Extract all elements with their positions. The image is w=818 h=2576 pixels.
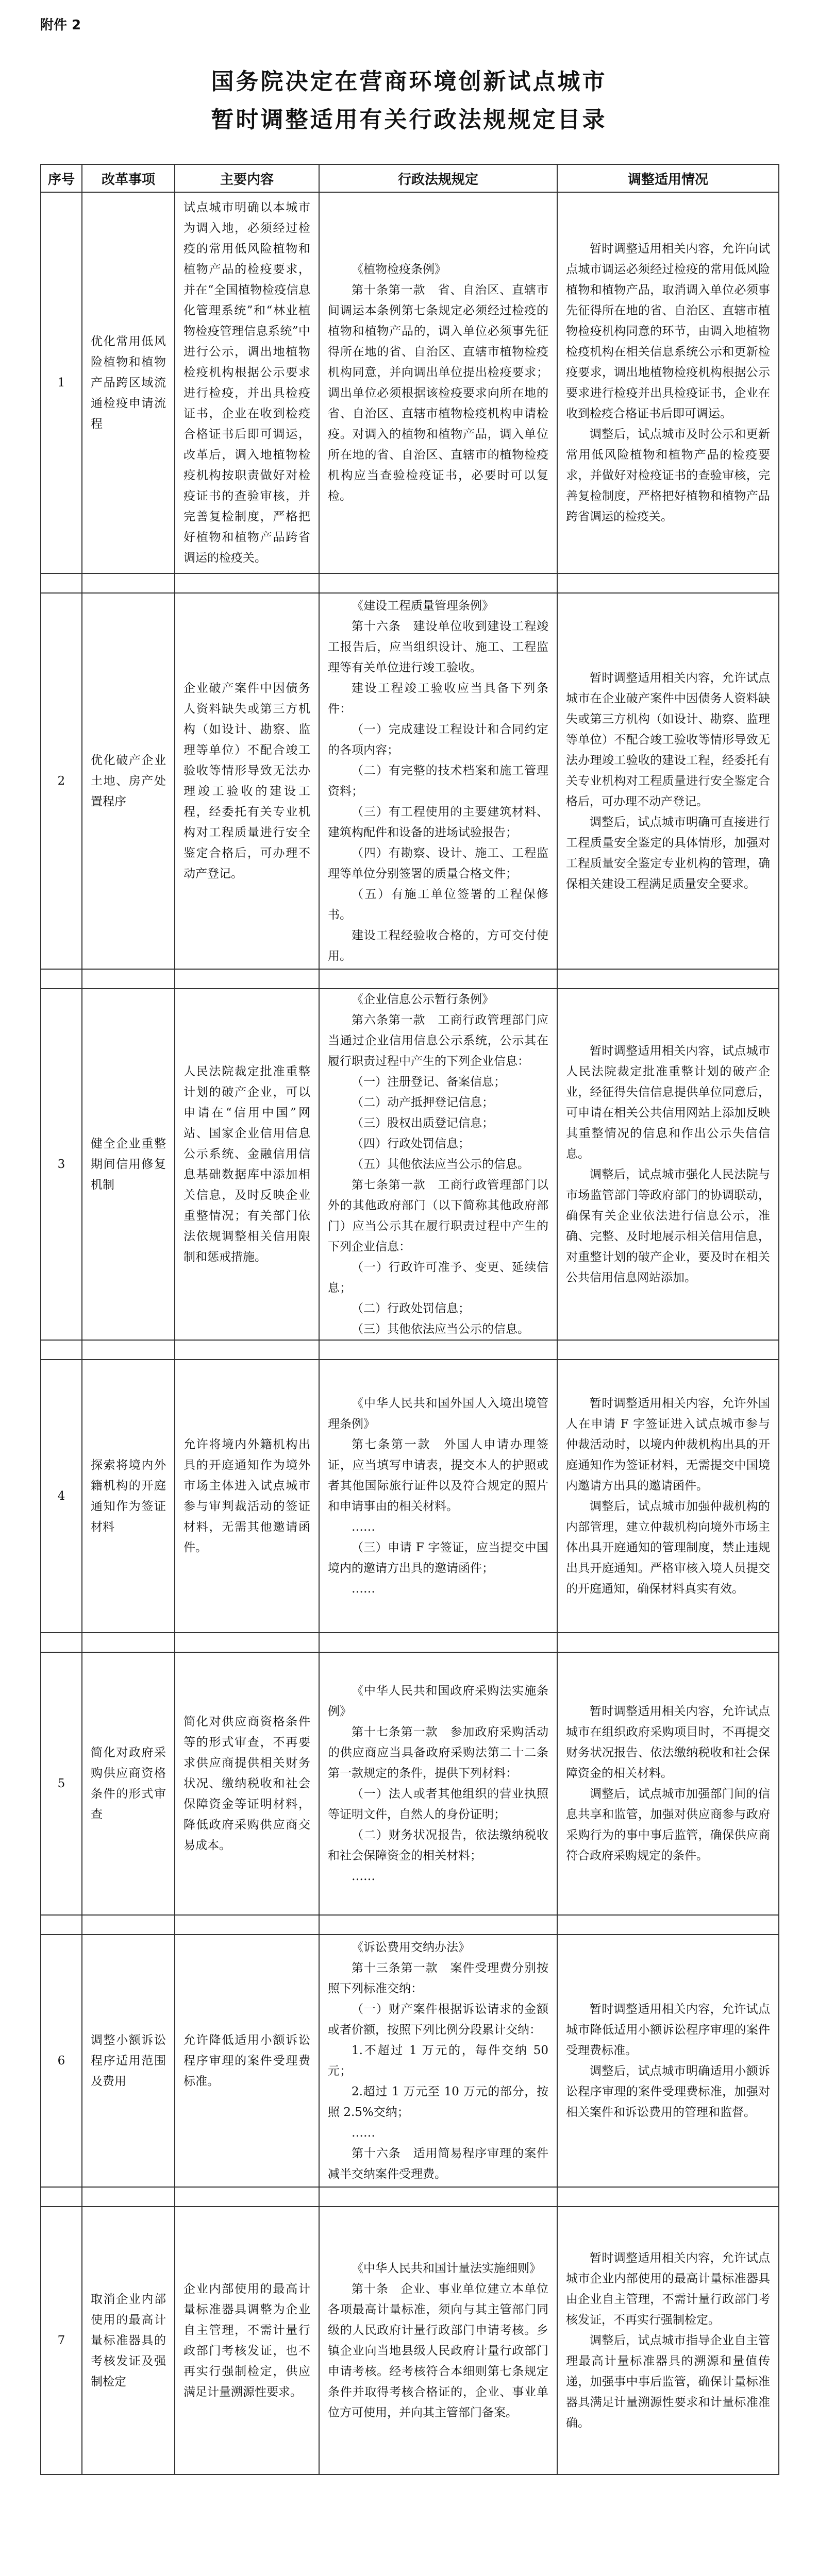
separator-cell [41,2187,82,2207]
regulation-paragraph: 第十六条 建设单位收到建设工程竣工报告后，应当组织设计、施工、工程监理等有关单位进行竣工验收。 [328,620,548,674]
regulation-paragraph: （三）股权出质登记信息； [352,1116,494,1130]
regulation-provisions [319,593,557,969]
adjustment-status [557,989,779,1340]
regulation-paragraph: （二）有完整的技术档案和施工管理资料； [328,764,548,798]
reform-item-text: 取消企业内部使用的最高计量标准器具的考核发证及强制检定 [91,2293,166,2388]
adjustment-status [557,1935,779,2187]
separator-cell [319,969,557,989]
separator-cell [175,2187,319,2207]
main-content [175,593,319,969]
regulation-paragraph: 2.超过 1 万元至 10 万元的部分，按照 2.5%交纳； [328,2085,548,2119]
regulation-paragraph: （三）有工程使用的主要建筑材料、建筑构配件和设备的进场试验报告； [328,805,548,839]
separator-cell [82,573,175,593]
separator-cell [82,2187,175,2207]
separator-cell [557,573,779,593]
adjustment-paragraph: 调整后，试点城市强化人民法院与市场监管部门等政府部门的协调联动，确保有关企业依法进行信息公示，准确、完整、及时地展示相关信用信息，对重整计划的破产企业，要及时在相关公共信用信息网站添加。 [566,1168,770,1284]
adjustment-paragraph: 调整后，试点城市明确适用小额诉讼程序审理的案件受理费标准，加强对相关案件和诉讼费用的管理和监督。 [566,2064,770,2119]
regulation-paragraph: （一）注册登记、备案信息； [352,1075,506,1089]
table-body [41,192,779,2475]
separator-cell [175,1915,319,1935]
main-content-text: 允许降低适用小额诉讼程序审理的案件受理费标准。 [183,2033,310,2088]
regulation-paragraph: 第十条 企业、事业单位建立本单位各项最高计量标准，须向与其主管部门同级的人民政府计量行政部门申请考核。乡镇企业向当地县级人民政府计量行政部门申请考核。经考核符合本细则第七条规定条件并取得考核合格证的，企业、事业单位方可使用，并向其主管部门备案。 [328,2282,548,2419]
main-content-text: 企业内部使用的最高计量标准器具调整为企业自主管理，不需计量行政部门考核发证，也不再实行强制检定，供应满足计量溯源性要求。 [183,2282,310,2399]
table-row [41,192,779,573]
adjustment-paragraph: 暂时调整适用相关内容，允许试点城市在组织政府采购项目时，不再提交财务状况报告、依法缴纳税收和社会保障资金的相关材料。 [566,1705,770,1780]
adjustment-paragraph: 暂时调整适用相关内容，允许试点城市在企业破产案件中因债务人资料缺失或第三方机构（如设计、勘察、监理等单位）不配合竣工验收等情形导致无法办理竣工验收的建设工程，经委托有关专业机构对工程质量进行安全鉴定合格后，可办理不动产登记。 [566,671,770,808]
table-row [41,1360,779,1633]
main-content-text: 简化对供应商资格条件等的形式审查，不再要求供应商提供相关财务状况、缴纳税收和社会保障资金等证明材料，降低政府采购供应商交易成本。 [183,1715,310,1852]
regulation-paragraph: 建设工程竣工验收应当具备下列条件： [328,682,548,716]
separator-cell [557,1340,779,1360]
regulation-paragraph: 第七条第一款 外国人申请办理签证，应当填写申请表，提交本人的护照或者其他国际旅行证件以及符合规定的照片和申请事由的相关材料。 [328,1438,548,1513]
regulation-paragraph: …… [352,1870,375,1883]
adjustment-status [557,2207,779,2475]
reform-item [82,2207,175,2475]
row-separator [41,969,779,989]
separator-cell [41,1340,82,1360]
row-separator [41,1340,779,1360]
reform-item [82,593,175,969]
row-number: 7 [41,2207,82,2475]
regulation-provisions [319,989,557,1340]
separator-cell [557,2187,779,2207]
title-line-2: 暂时调整适用有关行政法规规定目录 [211,107,607,133]
main-content [175,1652,319,1915]
header-content: 主要内容 [175,164,319,192]
table-row [41,593,779,969]
adjustment-paragraph: 调整后，试点城市指导企业自主管理最高计量标准器具的溯源和量值传递，加强事中事后监管，确保计量标准器具满足计量溯源性要求和计量标准准确。 [566,2334,770,2430]
reform-item [82,989,175,1340]
adjustment-paragraph: 调整后，试点城市及时公示和更新常用低风险植物和植物产品的检疫要求，并做好对检疫证书的查验审核，完善复检制度，严格把好植物和植物产品跨省调运的检疫关。 [566,428,770,523]
regulation-provisions [319,1935,557,2187]
regulation-paragraph: （一）法人或者其他组织的营业执照等证明文件，自然人的身份证明； [328,1787,548,1821]
regulation-paragraph: （二）行政处罚信息； [352,1302,470,1315]
separator-cell [175,969,319,989]
separator-cell [319,2187,557,2207]
regulation-paragraph: 第十条第一款 省、自治区、直辖市间调运本条例第七条规定必须经过检疫的植物和植物产品的，调入单位必须事先征得所在地的省、自治区、直辖市植物检疫机构同意，并向调出单位提出检疫要求；调出单位必须根据该检疫要求向所在地的省、自治区、直辖市植物检疫机构申请检疫。对调入的植物和植物产品，调入单位所在地的省、自治区、直辖市的植物检疫机构应当查验检疫证书，必要时可以复检。 [328,283,548,503]
attachment-label: 附件 2 [40,18,81,33]
main-content [175,192,319,573]
regulation-paragraph: （一）完成建设工程设计和合同约定的各项内容； [328,723,548,757]
regulation-paragraph: （三）其他依法应当公示的信息。 [352,1323,529,1336]
reform-item [82,1935,175,2187]
regulation-paragraph: 1.不超过 1 万元的，每件交纳 50 元； [328,2044,548,2078]
regulation-paragraph: …… [352,2126,375,2140]
separator-cell [319,1915,557,1935]
title-line-1: 国务院决定在营商环境创新试点城市 [211,69,607,95]
separator-cell [41,573,82,593]
main-content [175,2207,319,2475]
adjustment-status [557,192,779,573]
main-content-text: 企业破产案件中因债务人资料缺失或第三方机构（如设计、勘察、监理等单位）不配合竣工验收等情形导致无法办理竣工验收的建设工程，经委托有关专业机构对工程质量进行安全鉴定合格后，可办理不动产登记。 [183,682,310,880]
regulation-title: 《诉讼费用交纳办法》 [352,1941,470,1954]
row-number: 2 [41,593,82,969]
regulation-paragraph: 第十七条第一款 参加政府采购活动的供应商应当具备政府采购法第二十二条第一款规定的条件，提供下列材料： [328,1725,548,1780]
adjustment-paragraph: 调整后，试点城市明确可直接进行工程质量安全鉴定的具体情形，加强对工程质量安全鉴定专业机构的管理，确保相关建设工程满足质量安全要求。 [566,816,770,891]
regulation-paragraph: （一）行政许可准予、变更、延续信息； [328,1261,548,1295]
table-row [41,1935,779,2187]
separator-cell [175,1633,319,1652]
separator-cell [82,1915,175,1935]
regulation-paragraph: （二）财务状况报告，依法缴纳税收和社会保障资金的相关材料； [328,1828,548,1862]
reform-item-text: 健全企业重整期间信用修复机制 [91,1137,166,1192]
regulation-table [40,164,779,2475]
regulation-provisions [319,192,557,573]
regulation-paragraph: …… [352,1520,375,1534]
regulation-paragraph: …… [352,1582,375,1596]
row-number: 5 [41,1652,82,1915]
main-content [175,1935,319,2187]
separator-cell [82,1633,175,1652]
regulation-title: 《中华人民共和国政府采购法实施条例》 [328,1684,548,1718]
row-number: 4 [41,1360,82,1633]
regulation-provisions [319,1360,557,1633]
regulation-title: 《植物检疫条例》 [352,263,446,276]
adjustment-paragraph: 暂时调整适用相关内容，允许外国人在申请 F 字签证进入试点城市参与仲裁活动时，以境内仲裁机构出具的开庭通知作为签证材料，无需提交中国境内邀请方出具的邀请函件。 [566,1397,770,1493]
row-number: 6 [41,1935,82,2187]
main-content-text: 允许将境内外籍机构出具的开庭通知作为境外市场主体进入试点城市参与审判裁活动的签证材料，无需其他邀请函件。 [183,1438,310,1554]
reform-item [82,1360,175,1633]
main-content [175,989,319,1340]
regulation-title: 《中华人民共和国计量法实施细则》 [352,2262,541,2275]
row-separator [41,1633,779,1652]
adjustment-status [557,593,779,969]
adjustment-paragraph: 暂时调整适用相关内容，允许向试点城市调运必须经过检疫的常用低风险植物和植物产品，取消调入单位必须事先征得所在地的省、自治区、直辖市植物检疫机构同意的环节，由调入地植物检疫机构在相关信息系统公示和更新检疫要求，调出地植物检疫机构根据公示要求进行检疫并出具检疫证书，企业在收到检疫合格证书后即可调运。 [566,242,770,420]
separator-cell [175,573,319,593]
header-regulation: 行政法规规定 [319,164,557,192]
main-content-text: 试点城市明确以本城市为调入地，必须经过检疫的常用低风险植物和植物产品的检疫要求，并在“全国植物检疫信息化管理系统”和“林业植物检疫管理信息系统”中进行公示，调出地植物检疫机构根据公示要求进行检疫，并出具检疫证书，企业在收到检疫合格证书后即可调运，改革后，调入地植物检疫机构按职责做好对检疫证书的查验审核，并完善复检制度，严格把好植物和植物产品跨省调运的检疫关。 [183,201,310,565]
adjustment-status [557,1360,779,1633]
row-number: 1 [41,192,82,573]
reform-item [82,1652,175,1915]
regulation-paragraph: 第七条第一款 工商行政管理部门以外的其他政府部门（以下简称其他政府部门）应当公示其在履行职责过程中产生的下列企业信息： [328,1178,548,1253]
separator-cell [41,1633,82,1652]
regulation-provisions [319,2207,557,2475]
separator-cell [175,1340,319,1360]
table-row [41,1652,779,1915]
regulation-paragraph: （四）有勘察、设计、施工、工程监理等单位分别签署的质量合格文件； [328,846,548,880]
regulation-paragraph: 第十三条第一款 案件受理费分别按照下列标准交纳： [328,1961,548,1995]
reform-item-text: 调整小额诉讼程序适用范围及费用 [91,2033,166,2088]
header-adjustment: 调整适用情况 [557,164,779,192]
separator-cell [319,573,557,593]
regulation-provisions [319,1652,557,1915]
regulation-title: 《企业信息公示暂行条例》 [352,993,494,1006]
row-separator [41,573,779,593]
separator-cell [82,969,175,989]
adjustment-paragraph: 暂时调整适用相关内容，允许试点城市企业内部使用的最高计量标准器具由企业自主管理，不需计量行政部门考核发证，不再实行强制检定。 [566,2251,770,2327]
regulation-paragraph: 建设工程经验收合格的，方可交付使用。 [328,929,548,963]
header-item: 改革事项 [82,164,175,192]
reform-item-text: 简化对政府采购供应商资格条件的形式审查 [91,1746,166,1821]
regulation-paragraph: （二）动产抵押登记信息； [352,1096,494,1109]
header-no: 序号 [41,164,82,192]
regulation-title: 《建设工程质量管理条例》 [352,599,494,613]
separator-cell [41,1915,82,1935]
separator-cell [82,1340,175,1360]
adjustment-paragraph: 暂时调整适用相关内容，试点城市人民法院裁定批准重整计划的破产企业，经征得失信信息提供单位同意后，可申请在相关公共信用网站上添加反映其重整情况的信息和作出公示失信信息。 [566,1044,770,1161]
regulation-title: 《中华人民共和国外国人入境出境管理条例》 [328,1397,548,1431]
regulation-paragraph: （五）有施工单位签署的工程保修书。 [328,888,548,922]
adjustment-paragraph: 调整后，试点城市加强部门间的信息共享和监管，加强对供应商参与政府采购行为的事中事后监管，确保供应商符合政府采购规定的条件。 [566,1787,770,1862]
table-row [41,2207,779,2475]
separator-cell [557,1915,779,1935]
regulation-paragraph: 第十六条 适用简易程序审理的案件减半交纳案件受理费。 [328,2147,548,2181]
separator-cell [557,1633,779,1652]
row-number: 3 [41,989,82,1340]
table-row [41,989,779,1340]
reform-item-text: 优化破产企业土地、房产处置程序 [91,754,166,808]
regulation-paragraph: （五）其他依法应当公示的信息。 [352,1158,529,1171]
separator-cell [319,1633,557,1652]
reform-item-text: 优化常用低风险植物和植物产品跨区域流通检疫申请流程 [91,335,166,431]
separator-cell [41,969,82,989]
regulation-paragraph: （三）申请 F 字签证，应当提交中国境内的邀请方出具的邀请函件； [328,1541,548,1575]
main-content-text: 人民法院裁定批准重整计划的破产企业，可以申请在“信用中国”网站、国家企业信用信息公示系统、金融信用信息基础数据库中添加相关信息，及时反映企业重整情况；有关部门依法依规调整相关信用限制和惩戒措施。 [183,1065,310,1264]
reform-item-text: 探索将境内外籍机构的开庭通知作为签证材料 [91,1459,166,1534]
reform-item [82,192,175,573]
table-header-row [41,164,779,192]
main-content [175,1360,319,1633]
adjustment-status [557,1652,779,1915]
adjustment-paragraph: 暂时调整适用相关内容，允许试点城市降低适用小额诉讼程序审理的案件受理费标准。 [566,2003,770,2057]
row-separator [41,1915,779,1935]
regulation-paragraph: 第六条第一款 工商行政管理部门应当通过企业信用信息公示系统，公示其在履行职责过程中产生的下列企业信息： [328,1013,548,1068]
separator-cell [557,969,779,989]
adjustment-paragraph: 调整后，试点城市加强仲裁机构的内部管理，建立仲裁机构向境外市场主体出具开庭通知的管理制度，禁止违规出具开庭通知。严格审核入境人员提交的开庭通知，确保材料真实有效。 [566,1500,770,1596]
regulation-paragraph: （四）行政处罚信息； [352,1137,470,1150]
separator-cell [319,1340,557,1360]
regulation-paragraph: （一）财产案件根据诉讼请求的金额或者价额，按照下列比例分段累计交纳： [328,2003,548,2037]
row-separator [41,2187,779,2207]
